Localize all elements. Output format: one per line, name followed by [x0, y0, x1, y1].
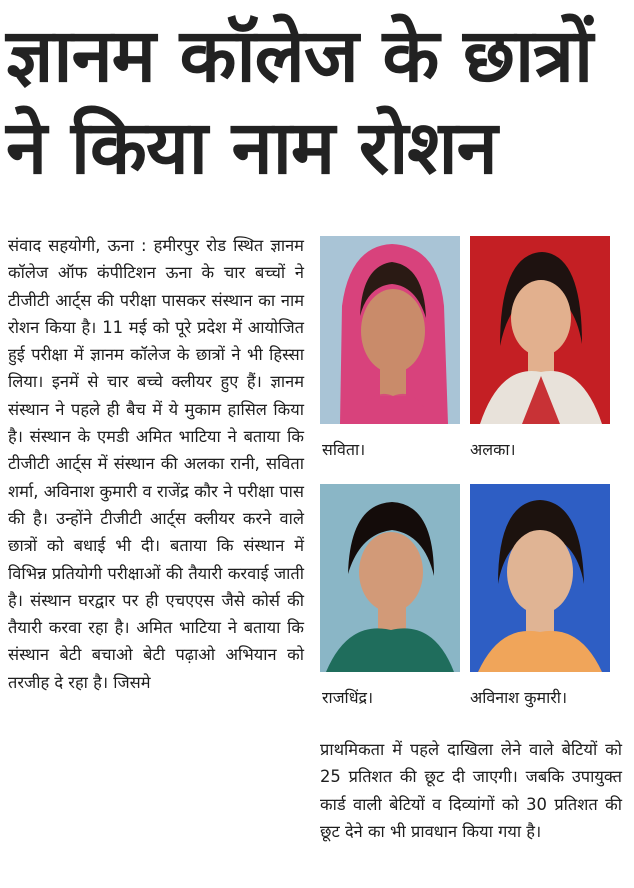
headline-line-2: ने किया नाम रोशन [6, 105, 497, 191]
caption-rajdhindra: राजधिंद्र। [322, 688, 374, 707]
portrait-rajdhindra-image [320, 484, 460, 672]
photo-avinash-kumari [470, 484, 610, 672]
caption-avinash-kumari: अविनाश कुमारी। [470, 688, 568, 707]
article-body-left [8, 232, 304, 696]
article-body-left-text: हमीरपुर रोड स्थित ज्ञानम कॉलेज ऑफ कंपीटिशन ऊना के चार बच्चों ने टीजीटी आर्ट्स की परीक्षा पासकर संस्थान का नाम रोशन किया है। 11 मई को पूरे प्रदेश में आयोजित हुई परीक्षा में ज्ञानम कॉलेज के छात्रों ने भी हिस्सा लिया। इनमें से चार बच्चे क्लीयर हुए हैं। ज्ञानम संस्थान ने पहले ही बैच में ये मुकाम हासिल किया है। संस्थान के एमडी अमित भाटिया ने बताया कि टीजीटी आर्ट्स में संस्थान की अलका रानी, सविता शर्मा, अविनाश कुमारी व राजेंद्र कौर ने परीक्षा पास की है। उन्होंने टीजीटी आर्ट्स क्लीयर करने वाले छात्रों को बधाई भी दी। बताया कि संस्थान में विभिन्न प्रतियोगी परीक्षाओं की तैयारी करवाई जाती है। संस्थान घरद्वार पर ही एचएएस जैसे कोर्स की तैयारी करवा रहा है। अमित भाटिया ने बताया कि संस्थान बेटी बचाओ बेटी पढ़ाओ अभियान को तरजीह दे रहा है। जिसमे [8, 236, 304, 692]
article-body-right: प्राथमिकता में पहले दाखिला लेने वाले बेटियों को 25 प्रतिशत की छूट दी जाएगी। जबकि उपायुक्त कार्ड वाली बेटियों व दिव्यांगों को 30 प्रतिशत की छूट देने का भी प्रावधान किया गया है। [320, 740, 622, 841]
headline-line-1: ज्ञानम कॉलेज के छात्रों [6, 13, 593, 99]
photo-alka [470, 236, 610, 424]
portrait-alka-image [470, 236, 610, 424]
photo-savita [320, 236, 460, 424]
caption-alka: अलका। [470, 440, 516, 459]
article-byline: संवाद सहयोगी, ऊना : [8, 236, 147, 255]
headline [6, 10, 628, 194]
portrait-avinash-kumari-image [470, 484, 610, 672]
portrait-savita-image [320, 236, 460, 424]
photo-rajdhindra [320, 484, 460, 672]
caption-savita: सविता। [322, 440, 366, 459]
